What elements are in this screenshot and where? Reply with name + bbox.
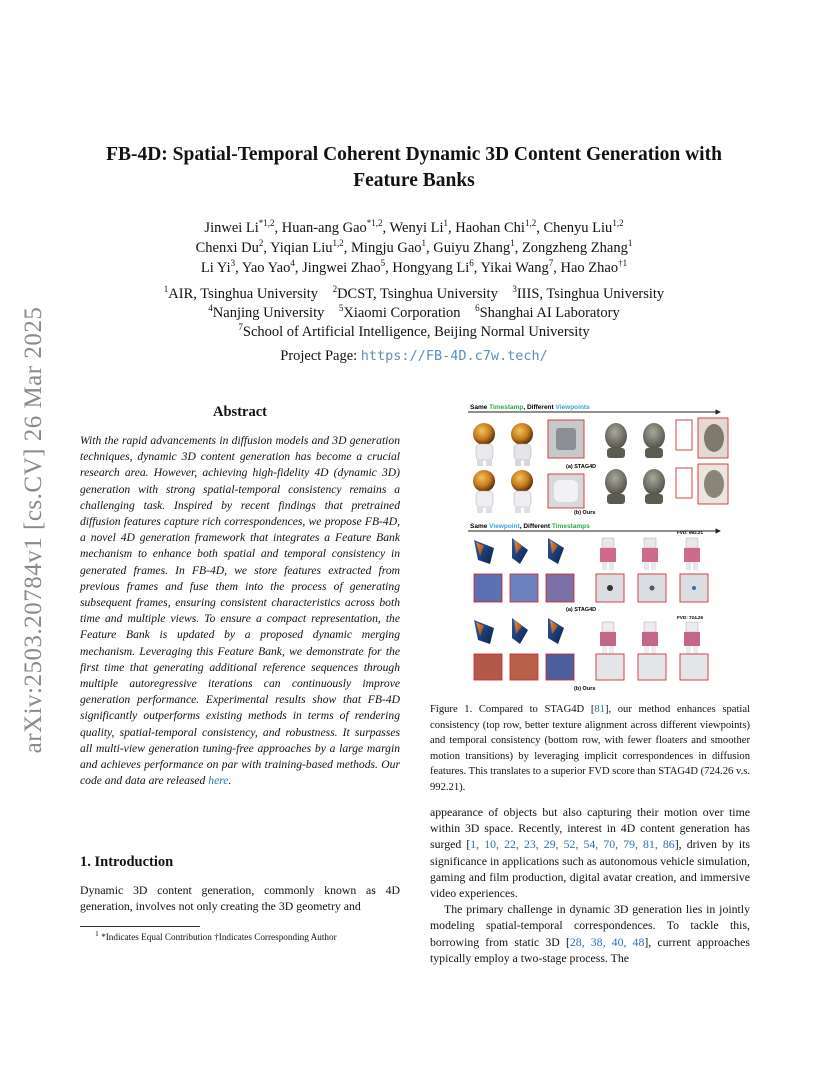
author-name: Wenyi Li (389, 220, 444, 236)
affiliation-line (80, 304, 748, 323)
astronaut-stag4d-1 (473, 423, 495, 466)
footnote-marker: 1 (95, 929, 99, 938)
code-link[interactable]: here (208, 774, 229, 788)
title-line-1: FB-4D: Spatial-Temporal Coherent Dynamic 3D Content Generation with (106, 144, 722, 165)
bottom-header-timestamps: Timestamps (551, 523, 590, 530)
toy-stag4d-1 (474, 540, 494, 564)
bust-stag4d-2 (643, 423, 665, 458)
author-line: Li Yi$^3$, Yao Yao$^4$, Jingwei Zhao$^5$, Hongyang Li$^6$, Yikai Wang$^7$, Hao Zhao$^{\dagger 1}$ (200, 258, 628, 276)
toy-stag4d-3 (548, 538, 564, 564)
author-affil-marker: 1 (510, 238, 515, 249)
footnote-text: *Indicates Equal Contribution †Indicates Corresponding Author (101, 932, 337, 943)
zoom-detail-top-a (556, 428, 576, 450)
top-header-timestamp: Timestamp (489, 404, 524, 411)
abstract-body (80, 433, 400, 789)
bottom-header-a: Same (470, 523, 490, 530)
right-paragraph-2 (430, 901, 750, 966)
robot-ours-3 (684, 622, 700, 654)
author-affil-marker: 1 (421, 238, 427, 249)
author-name: Huan-ang Gao (281, 220, 367, 236)
right-paragraph-1 (430, 804, 750, 901)
author-affil-marker: 3 (230, 258, 236, 269)
label-stag4d-bottom: (a) STAG4D (566, 607, 597, 613)
robot-stag4d-1 (600, 538, 616, 570)
figure-caption (430, 702, 750, 796)
fvd-ours: FVD: 724.26 (677, 615, 704, 620)
author-affil-marker: 1,2 (612, 218, 624, 229)
toy-stag4d-2 (512, 538, 528, 564)
arxiv-stamp (0, 0, 60, 1072)
zoom-box-ours-bottom-1 (474, 654, 502, 680)
author-line: Chenxi Du$^2$, Yiqian Liu$^{1,2}$, Mingju Gao$^1$, Guiyu Zhang$^1$, Zongzheng Zhang$^1$ (195, 238, 633, 256)
author-list (80, 218, 748, 278)
bust-ours-2 (643, 469, 665, 504)
robot-ours-1 (600, 622, 616, 654)
label-ours-bottom: (b) Ours (574, 686, 596, 692)
bust-stag4d-1 (605, 423, 627, 458)
author-name: Chenxi Du (195, 240, 259, 256)
right-p1-b: ], driven by its significance in applications such as autonomous vehicle simulation, gaming and film production, digital avatar creation, and immersive video experiences. (430, 837, 750, 901)
footnote-rule (80, 926, 200, 927)
author-name: Yao Yao (241, 260, 291, 276)
zoom-box-ours-bottom-5 (638, 654, 666, 680)
author-name: Chenyu Liu (543, 220, 613, 236)
abstract-heading: Abstract (213, 404, 267, 420)
affiliation-marker: 3 (512, 284, 517, 295)
author-affil-marker: 1,2 (332, 238, 344, 249)
astronaut-stag4d-2 (511, 423, 533, 466)
bottom-header (470, 523, 590, 530)
title-line-2: Feature Banks (353, 170, 475, 191)
author-affil-marker: *1,2 (366, 218, 383, 229)
zoom-floater-3 (692, 586, 696, 590)
top-header-c: , Different (523, 404, 556, 411)
zoom-box-ours-bottom-2 (510, 654, 538, 680)
bust-ours-1 (605, 469, 627, 504)
bottom-header-viewpoint: Viewpoint (489, 523, 520, 530)
right-column-text (430, 804, 750, 966)
zoom-detail-ours-c (704, 470, 724, 498)
affiliation-marker: 6 (475, 303, 480, 314)
affiliation-name: Xiaomi Corporation (343, 305, 461, 321)
author-name: Jingwei Zhao (302, 260, 381, 276)
author-name: Mingju Gao (351, 240, 422, 256)
author-name: Haohan Chi (455, 220, 525, 236)
label-ours-top: (b) Ours (574, 510, 596, 516)
zoom-box-ours-bottom-4 (596, 654, 624, 680)
project-label: Project Page: (280, 348, 358, 364)
right-p2-a: The primary challenge in dynamic 3D generation lies in jointly modeling spatial-temporal correspondences. To tackle this, borrowing from static 3D [ (430, 902, 750, 949)
paper-title (80, 142, 748, 194)
author-affil-marker: †1 (618, 258, 628, 269)
abstract-end: . (228, 774, 232, 788)
toy-ours-1 (474, 620, 494, 644)
author-name: Guiyu Zhang (433, 240, 511, 256)
robot-stag4d-2 (642, 538, 658, 570)
caption-citation[interactable]: 81 (594, 704, 605, 715)
label-stag4d-top: (a) STAG4D (566, 464, 597, 470)
author-affil-marker: 1,2 (524, 218, 537, 229)
affiliation-name: Shanghai AI Laboratory (479, 305, 620, 321)
zoom-box-ours-b (676, 468, 692, 498)
affiliation-name: Nanjing University (212, 305, 325, 321)
author-name: Zongzheng Zhang (521, 240, 628, 256)
affiliation-marker: 2 (332, 284, 338, 295)
author-affil-marker: *1,2 (258, 218, 275, 229)
project-page (80, 348, 748, 365)
affiliation-name: DCST, Tsinghua University (337, 286, 498, 302)
author-affil-marker: 1 (443, 218, 449, 229)
author-name: Jinwei Li (204, 220, 259, 236)
affiliation-name: School of Artificial Intelligence, Beijing Normal University (242, 324, 590, 340)
top-header (470, 404, 590, 411)
right-citations-1[interactable]: 1, 10, 22, 23, 29, 52, 54, 70, 79, 81, 86 (470, 837, 675, 852)
zoom-box-bottom-3 (546, 574, 574, 602)
author-affil-marker: 6 (469, 258, 474, 269)
author-affil-marker: 1 (627, 238, 633, 249)
footnote (95, 928, 395, 943)
robot-ours-2 (642, 622, 658, 654)
affiliation-name: IIIS, Tsinghua University (516, 286, 665, 302)
intro-paragraph: Dynamic 3D content generation, commonly known as 4D generation, involves not only creating the 3D geometry and (80, 883, 400, 914)
affiliation-line (80, 285, 748, 304)
toy-ours-3 (548, 618, 564, 644)
affiliation-marker: 4 (208, 303, 213, 314)
abstract-text: With the rapid advancements in diffusion models and 3D generation techniques, dynamic 3D content generation has become a crucial research area. However, achieving high-fidelity 4D (dynamic 3D) generation with strong spatial-temporal consistency remains a challenging task. Inspired by recent findings that pretrained diffusion features capture rich correspondences, we propose FB-4D, a novel 4D generation framework that integrates a Feature Bank mechanism to enhance both spatial and temporal consistency in generated frames. In FB-4D, we store features extracted from previous frames and fuse them into the process of generating subsequent frames, ensuring consistent characteristics across both time and multiple views. To ensure a compact representation, the Feature Bank is updated by a proposed dynamic merging mechanism. Leveraging this Feature Bank, we demonstrate for the first time that generating additional reference sequences through multiple autoregressive iterations can continuously improve generation performance. Experimental results show that FB-4D significantly outperforms existing methods in terms of rendering quality, spatial-temporal consistency, and robustness. It surpasses all multi-view generation tuning-free approaches by a large margin and achieves performance on par with training-based methods. Our code and data are released (80, 434, 400, 788)
author-affil-marker: 5 (380, 258, 386, 269)
author-name: Hongyang Li (392, 260, 470, 276)
arxiv-stamp-text: arXiv:2503.20784v1 [cs.CV] 26 Mar 2025 (20, 306, 47, 754)
zoom-floater-1 (607, 585, 613, 591)
fvd-stag4d: FVD: 992.21 (677, 530, 704, 535)
author-name: Yikai Wang (480, 260, 549, 276)
affiliation-marker: 7 (238, 322, 243, 333)
zoom-detail-ours-a (554, 480, 578, 502)
zoom-box-bottom-2 (510, 574, 538, 602)
author-affil-marker: 4 (290, 258, 295, 269)
zoom-box-ours-bottom-3 (546, 654, 574, 680)
top-header-a: Same (470, 404, 490, 411)
section-heading-intro: 1. Introduction (80, 854, 174, 870)
caption-part-1: Figure 1. Compared to STAG4D [ (430, 704, 595, 715)
zoom-box-bottom-1 (474, 574, 502, 602)
caption-part-2: ], our method enhances spatial consistency (top row, better texture alignment across different viewpoints) and temporal consistency (bottom row, with fewer floaters and smoother motion transitions) by leveraging implicit correspondences in diffusion features. This translates to a superior FVD score than STAG4D (724.26 v.s. 992.21). (430, 704, 750, 793)
author-affil-marker: 7 (548, 258, 554, 269)
robot-stag4d-3 (684, 538, 700, 570)
author-line: Jinwei Li$^{*1,2}$, Huan-ang Gao$^{*1,2}$, Wenyi Li$^1$, Haohan Chi$^{1,2}$, Chenyu Liu$^{1,2}$ (204, 218, 624, 236)
affiliation-name: AIR, Tsinghua University (168, 286, 319, 302)
bottom-header-c: , Different (519, 523, 552, 530)
affiliation-list (80, 285, 748, 342)
right-p2-b: ], current approaches typically employ a two-stage process. The (430, 934, 750, 965)
top-header-viewpoints: Viewpoints (555, 404, 590, 411)
project-link[interactable]: https://FB-4D.c7w.tech/ (360, 348, 548, 364)
toy-ours-2 (512, 618, 528, 644)
author-name: Yiqian Liu (270, 240, 333, 256)
author-name: Hao Zhao (560, 260, 619, 276)
author-name: Li Yi (200, 260, 231, 276)
astronaut-ours-2 (511, 470, 533, 513)
author-affil-marker: 2 (258, 238, 264, 249)
right-p1-a: appearance of objects but also capturing their motion over time within 3D space. Recently, interest in 4D content generation has surged [ (430, 805, 750, 852)
figure-1 (432, 398, 750, 694)
affiliation-line (80, 323, 748, 342)
astronaut-ours-1 (473, 470, 495, 513)
affiliation-marker: 5 (338, 303, 344, 314)
zoom-box-top-b (676, 420, 692, 450)
zoom-detail-top-c (704, 424, 724, 452)
zoom-floater-2 (650, 586, 655, 591)
zoom-box-ours-bottom-6 (680, 654, 708, 680)
affiliation-marker: 1 (163, 284, 169, 295)
right-citations-2[interactable]: 28, 38, 40, 48 (569, 934, 645, 949)
